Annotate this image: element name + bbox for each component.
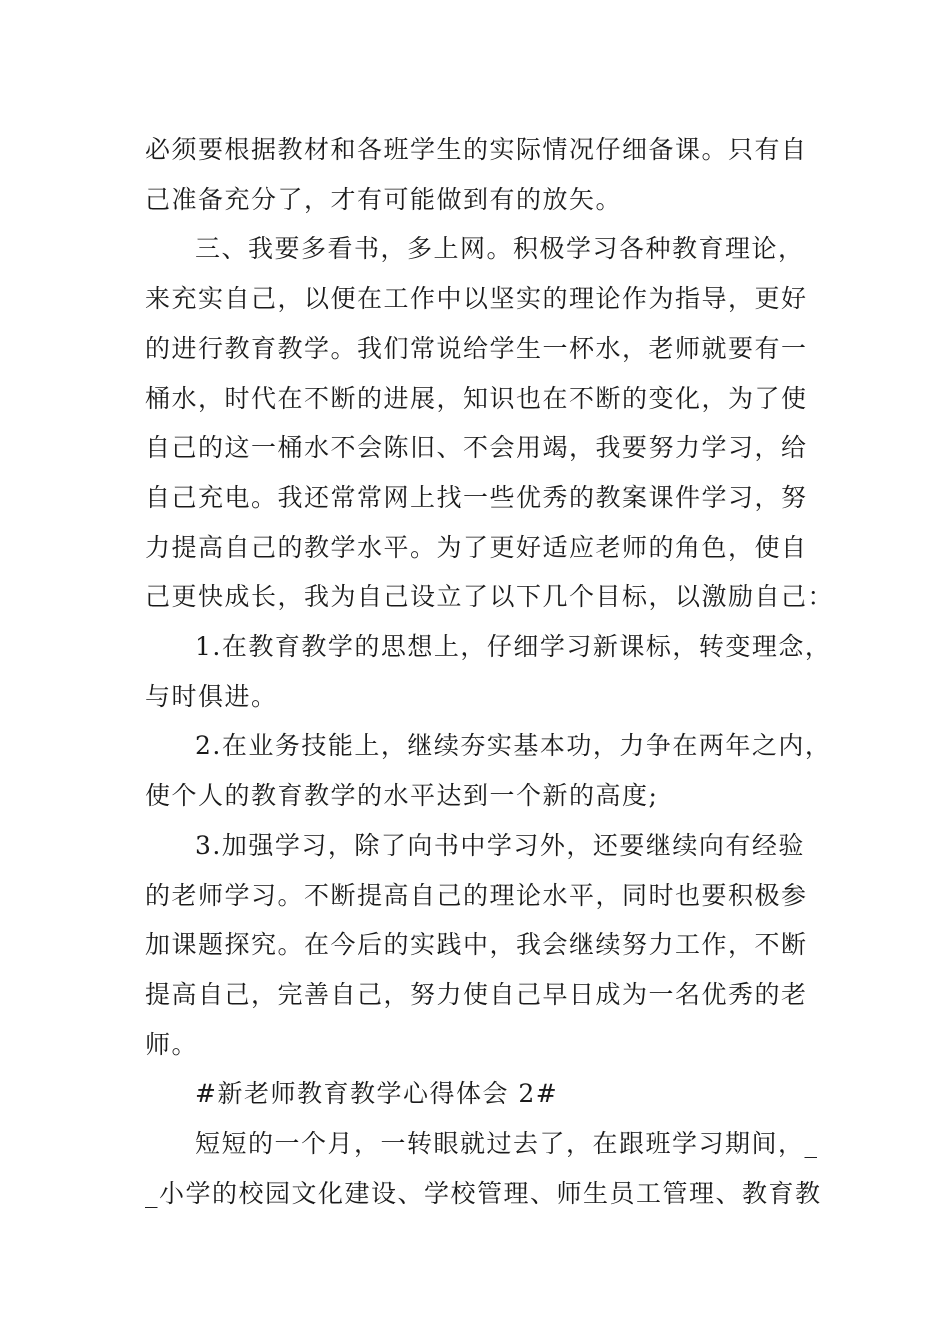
text-line: 己更快成长，我为自己设立了以下几个目标，以激励自己： bbox=[145, 582, 835, 612]
paragraph-goal-two bbox=[145, 721, 832, 820]
text-line: 桶水，时代在不断的进展，知识也在不断的变化，为了使 bbox=[145, 383, 808, 413]
paragraph-point-three-reading bbox=[145, 224, 835, 622]
text-line: 与时俱进。 bbox=[145, 681, 278, 711]
text-line: 2.在业务技能上，继续夯实基本功，力争在两年之内， bbox=[195, 731, 832, 761]
text-line: 提高自己，完善自己，努力使自己早日成为一名优秀的老 bbox=[145, 979, 808, 1009]
text-line: 使个人的教育教学的水平达到一个新的高度; bbox=[145, 781, 659, 811]
document-body bbox=[145, 125, 835, 1218]
text-line: 加课题探究。在今后的实践中，我会继续努力工作，不断 bbox=[145, 930, 808, 960]
text-line: 师。 bbox=[145, 1029, 199, 1059]
text-line: _小学的校园文化建设、学校管理、师生员工管理、教育教 bbox=[145, 1178, 822, 1208]
section-heading bbox=[145, 1069, 815, 1119]
heading-line: #新老师教育教学心得体会 2# bbox=[195, 1079, 559, 1109]
text-line: 力提高自己的教学水平。为了更好适应老师的角色，使自 bbox=[145, 532, 808, 562]
text-line: 1.在教育教学的思想上，仔细学习新课标，转变理念， bbox=[195, 632, 832, 662]
text-line: 短短的一个月，一转眼就过去了，在跟班学习期间，_ bbox=[195, 1129, 819, 1159]
text-line: 的进行教育教学。我们常说给学生一杯水，老师就要有一 bbox=[145, 333, 808, 363]
text-line: 来充实自己，以便在工作中以坚实的理论作为指导，更好 bbox=[145, 284, 808, 314]
text-line: 必须要根据教材和各班学生的实际情况仔细备课。只有自 bbox=[145, 135, 808, 164]
text-line: 的老师学习。不断提高自己的理论水平，同时也要积极参 bbox=[145, 880, 808, 910]
text-line: 三、我要多看书，多上网。积极学习各种教育理论， bbox=[195, 234, 805, 264]
text-line: 自己充电。我还常常网上找一些优秀的教案课件学习，努 bbox=[145, 482, 808, 512]
paragraph-goal-three bbox=[145, 821, 815, 1070]
text-line: 己准备充分了，才有可能做到有的放矢。 bbox=[145, 184, 623, 214]
paragraph-goal-one bbox=[145, 622, 832, 721]
paragraph-lesson-prep-continuation bbox=[145, 125, 815, 224]
text-line: 3.加强学习，除了向书中学习外，还要继续向有经验 bbox=[195, 830, 805, 860]
paragraph-section-two-intro bbox=[145, 1119, 822, 1218]
text-line: 自己的这一桶水不会陈旧、不会用竭，我要努力学习，给 bbox=[145, 433, 808, 463]
